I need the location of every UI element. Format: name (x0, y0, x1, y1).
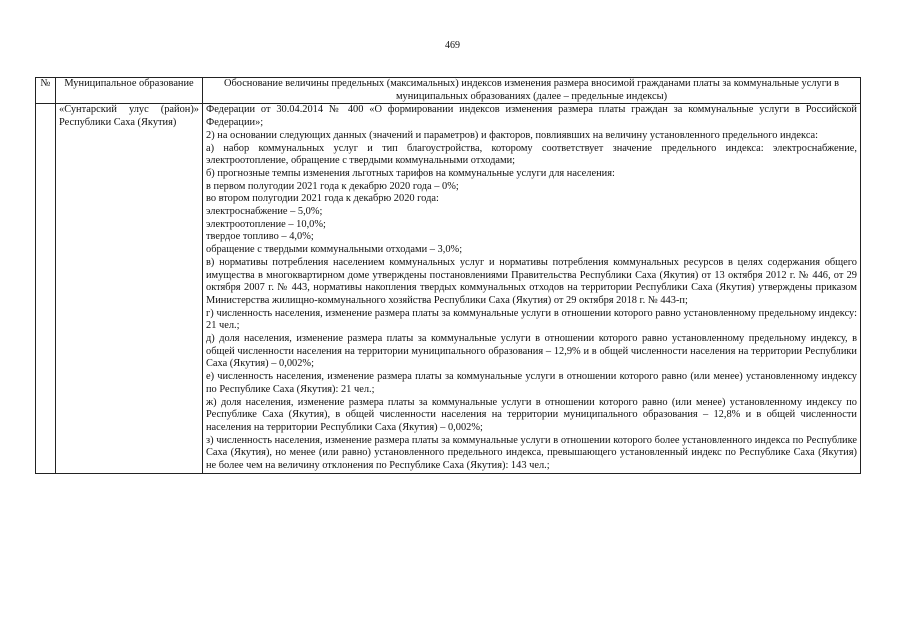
cell-municipality (56, 104, 203, 473)
cell-justification (203, 104, 861, 473)
table-header-row (36, 78, 861, 104)
paragraph: твердое топливо – 4,0%; (206, 231, 314, 243)
header-justification: Обоснование величины предельных (максимальных) индексов изменения размера вносимой гражданами платы за коммунальные услуги в муниципальных образованиях (далее – предельные индексы) (203, 78, 861, 104)
paragraph: е) численность населения, изменение размера платы за коммунальные услуги в отношении которого равно (или менее) установленному индексу по Республике Саха (Якутия): 21 чел.; (206, 371, 857, 395)
paragraph: в) нормативы потребления населением коммунальных услуг и нормативы потребления коммунальных ресурсов в целях содержания общего имущества в многоквартирном доме утверждены постановлениями Правительства Республики Саха (Якутия) от 13 октября 2012 г. № 446, от 29 октября 2007 г. № 443, нормативы накопления твердых коммунальных отходов на территории Республики Саха (Якутия) утверждены приказом Министерства жилищно-коммунального хозяйства Республики Саха (Якутия) от 29 октября 2018 г. № 443-п; (206, 256, 857, 306)
paragraph: б) прогнозные темпы изменения льготных тарифов на коммунальные услуги для населения: (206, 167, 615, 179)
paragraph: Федерации от 30.04.2014 № 400 «О формировании индексов изменения размера платы граждан за коммунальные услуги в Российской Федерации»; (206, 104, 857, 129)
table-row (36, 104, 861, 473)
paragraph: в первом полугодии 2021 года к декабрю 2020 года – 0%; (206, 180, 459, 192)
paragraph: г) численность населения, изменение размера платы за коммунальные услуги в отношении которого равно установленному предельному индексу: 21 чел.; (206, 307, 857, 332)
paragraph: электроотопление – 10,0%; (206, 218, 326, 230)
indices-table (35, 77, 861, 474)
paragraph: во втором полугодии 2021 года к декабрю 2020 года: (206, 193, 439, 205)
paragraph: з) численность населения, изменение размера платы за коммунальные услуги в отношении которого более установленного индекса по Республике Саха (Якутия), но менее (или равно) установленного предельного индекса, превышающего установленный индекс по Республике Саха (Якутия) не более чем на величину отклонения по Республике Саха (Якутия): 143 чел.; (206, 434, 857, 472)
paragraph: обращение с твердыми коммунальными отходами – 3,0%; (206, 244, 463, 256)
paragraph: электроснабжение – 5,0%; (206, 206, 323, 218)
paragraph: 2) на основании следующих данных (значений и параметров) и факторов, повлиявших на величину установленного предельного индекса: (206, 129, 819, 141)
cell-number (36, 104, 56, 473)
paragraph: а) набор коммунальных услуг и тип благоустройства, которому соответствует значение предельного индекса: электроснабжение, электроотопление, обращение с твердыми коммунальными отходами; (206, 142, 857, 167)
header-municipality: Муниципальное образование (56, 78, 203, 104)
municipality-name: «Сунтарский улус (район)» Республики Саха (Якутия) (59, 104, 199, 129)
paragraph: д) доля населения, изменение размера платы за коммунальные услуги в отношении которого равно установленному предельному индексу, в общей численности населения на территории муниципального образования – 12,9% и в общей численности населения на территории Республики Саха (Якутия) – 0,002%; (206, 333, 857, 370)
header-number: № (36, 78, 56, 104)
page-number: 469 (445, 40, 460, 51)
paragraph: ж) доля населения, изменение размера платы за коммунальные услуги в отношении которого равно (или менее) установленному индексу по Республике Саха (Якутия), в общей численности населения на территории муниципального образования – 12,8% и в общей численности населения на территории Республики Саха (Якутия) – 0,002%; (206, 396, 857, 433)
